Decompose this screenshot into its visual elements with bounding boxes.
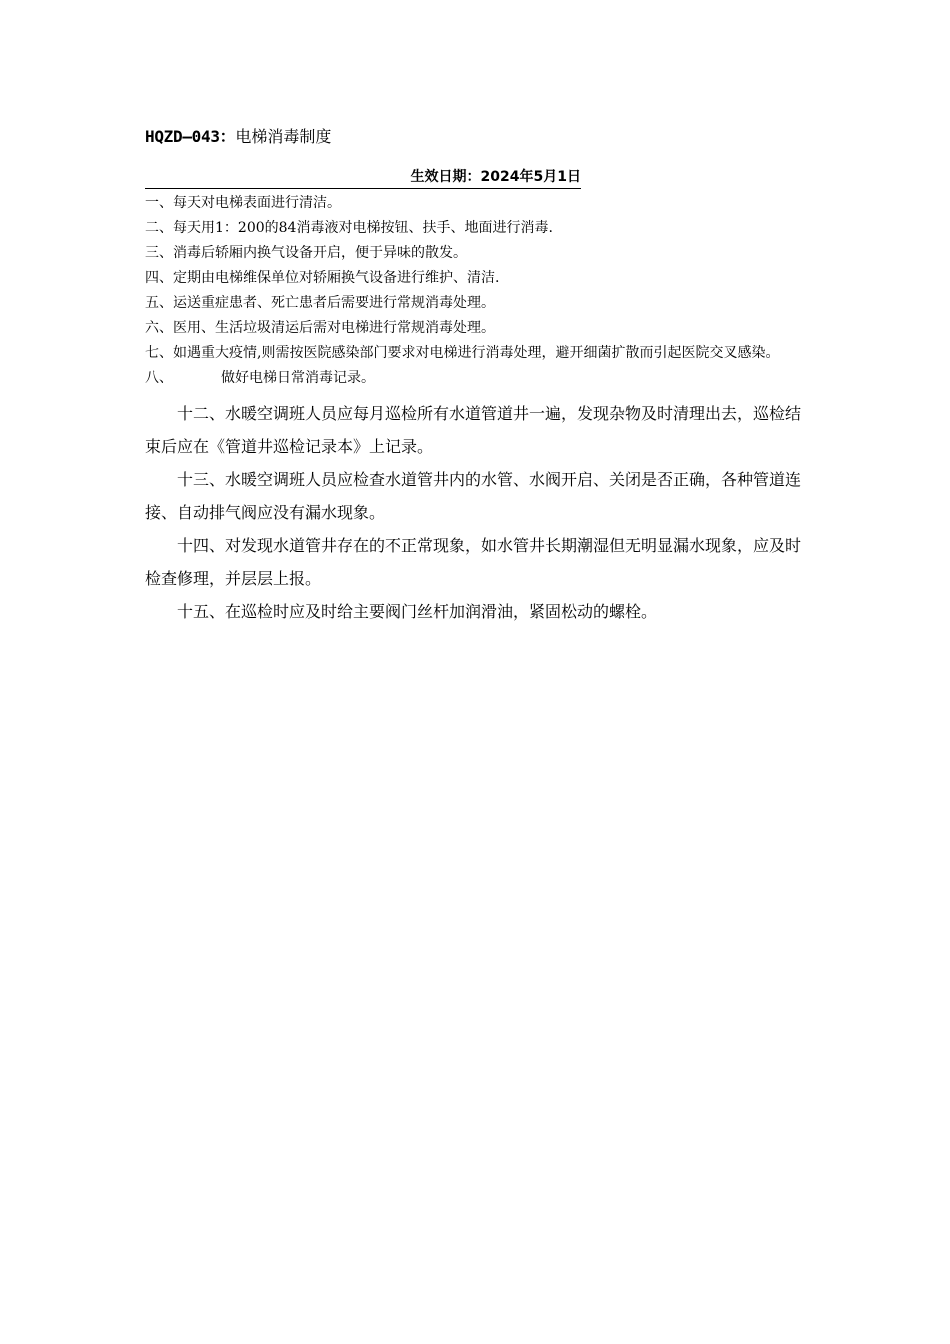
patrol-item: 十四、对发现水道管井存在的不正常现象，如水管井长期潮湿但无明显漏水现象，应及时检查修理，并层层上报。 [145,536,802,588]
document-title [145,122,810,152]
document-page [145,122,810,628]
rule-item: 七、如遇重大疫情,则需按医院感染部门要求对电梯进行消毒处理，避开细菌扩散而引起医院交叉感染。 [145,345,780,361]
patrol-item: 十五、在巡检时应及时给主要阀门丝杆加润滑油，紧固松动的螺栓。 [177,602,658,621]
document-code: HQZD—043： [145,127,236,146]
patrol-item: 十三、水暖空调班人员应检查水道管井内的水管、水阀开启、关闭是否正确，各种管道连接、自动排气阀应没有漏水现象。 [145,470,802,522]
rule-item: 六、医用、生活垃圾清运后需对电梯进行常规消毒处理。 [145,320,495,336]
patrol-rules [145,397,810,628]
rule-item: 四、定期由电梯维保单位对轿厢换气设备进行维护、清洁. [145,270,500,286]
rule-item [145,366,810,391]
effective-date-line [145,160,581,189]
effective-date: 生效日期：2024年5月1日 [410,169,581,185]
rule-number: 八、 [145,370,173,386]
rule-item: 二、每天用1：200的84消毒液对电梯按钮、扶手、地面进行消毒. [145,220,553,236]
document-title-text: 电梯消毒制度 [235,127,332,146]
rule-item: 五、运送重症患者、死亡患者后需要进行常规消毒处理。 [145,295,495,311]
rule-text: 做好电梯日常消毒记录。 [221,370,375,386]
rule-item: 三、消毒后轿厢内换气设备开启，便于异味的散发。 [145,245,467,261]
rule-item: 一、每天对电梯表面进行清洁。 [145,195,341,211]
disinfection-rules [145,191,810,391]
patrol-item: 十二、水暖空调班人员应每月巡检所有水道管道井一遍，发现杂物及时清理出去，巡检结束后应在《管道井巡检记录本》上记录。 [145,404,802,456]
